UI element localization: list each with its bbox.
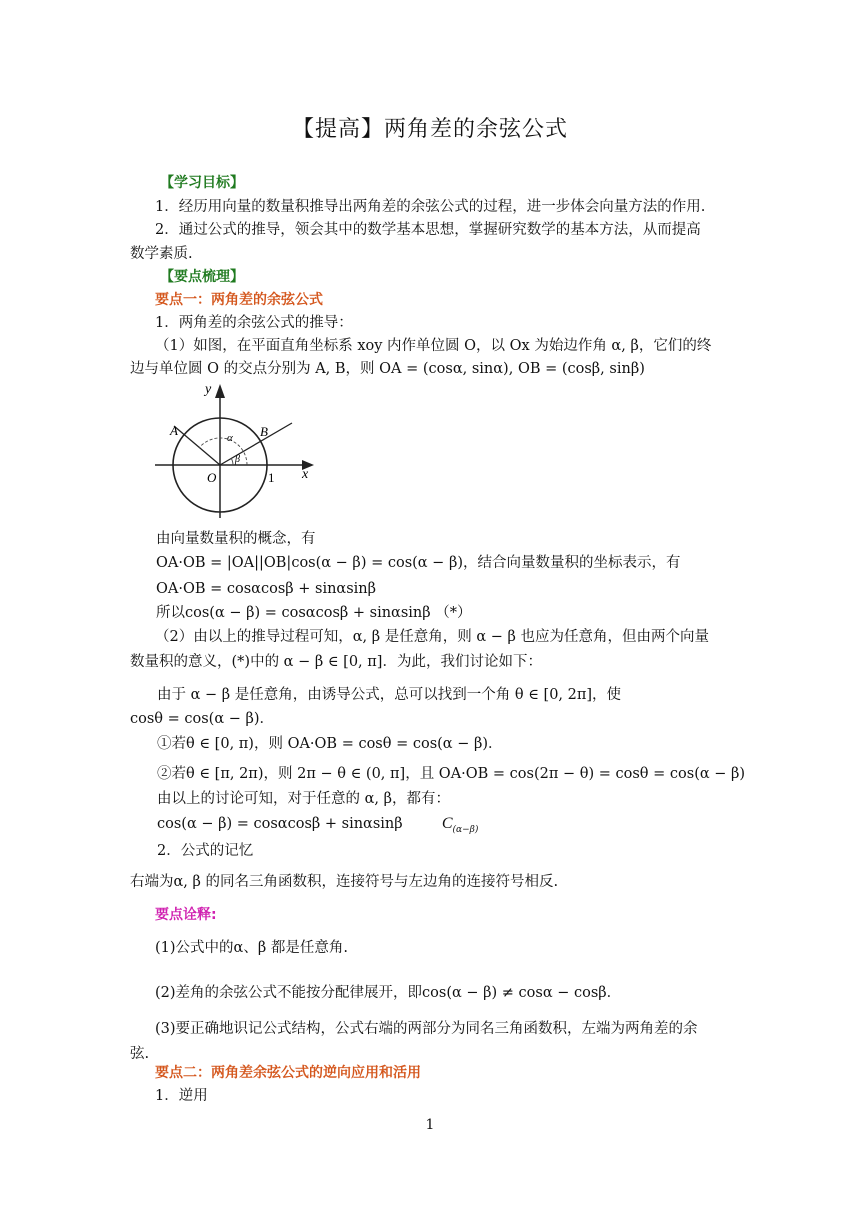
y-axis-arrow-icon — [215, 384, 225, 398]
y-axis-label: y — [205, 382, 212, 397]
derivation-3-line-1: 由于 α − β 是任意角，由诱导公式，总可以找到一个角 θ ∈ [0, 2π]，使 — [157, 687, 622, 703]
equation-2: OA·OB = cosαcosβ + sinαsinβ — [156, 581, 377, 597]
equation-1: OA·OB = |OA||OB|cos(α − β) = cos(α − β)，结合向量数量积的坐标表示，有 — [156, 555, 681, 571]
derivation-title: 1．两角差的余弦公式的推导： — [155, 315, 353, 331]
alpha-label: α — [227, 432, 233, 444]
derivation-1-line-2: 边与单位圆 O 的交点分别为 A, B，则 OA = (cosα, sinα), OB = (cosβ, sinβ) — [130, 361, 645, 377]
page-title: 【提高】两角差的余弦公式 — [291, 117, 568, 142]
x-axis-label: x — [302, 467, 309, 482]
point-2-heading: 要点二：两角差余弦公式的逆向应用和活用 — [155, 1065, 421, 1081]
memory-title: 2．公式的记忆 — [157, 843, 254, 859]
notes-heading: 要点诠释: — [155, 907, 217, 923]
cosine-difference-formula — [157, 813, 478, 841]
goal-1: 1．经历用向量的数量积推导出两角差的余弦公式的过程，进一步体会向量方法的作用. — [155, 199, 706, 215]
point-b-label: B — [260, 424, 268, 439]
terminal-side-beta — [220, 423, 292, 465]
key-points-heading: 【要点梳理】 — [160, 269, 244, 285]
terminal-side-alpha — [174, 426, 220, 465]
case-2: ②若θ ∈ [π, 2π)，则 2π − θ ∈ (0, π]，且 OA·OB = cos(2π − θ) = cosθ = cos(α − β) — [157, 766, 746, 782]
derivation-2-line-1: （2）由以上的推导过程可知，α, β 是任意角，则 α − β 也应为任意角，但由两个向量 — [155, 629, 709, 645]
point-1-heading: 要点一：两角差的余弦公式 — [155, 292, 323, 308]
origin-label: O — [207, 470, 217, 485]
beta-label: β — [235, 454, 240, 465]
unit-circle-figure — [150, 378, 320, 520]
case-1: ①若θ ∈ [0, π)，则 OA·OB = cosθ = cos(α − β)． — [157, 736, 503, 752]
goal-2-line-1: 2．通过公式的推导，领会其中的数学基本思想，掌握研究数学的基本方法，从而提高 — [155, 222, 701, 238]
beta-arc — [231, 458, 233, 465]
equation-3: 所以cos(α − β) = cosαcosβ + sinαsinβ （*） — [156, 605, 472, 621]
derivation-2-line-2: 数量积的意义，(*)中的 α − β ∈ [0, π]．为此，我们讨论如下： — [130, 654, 542, 670]
point-a-label: A — [170, 423, 178, 438]
learning-goals-heading: 【学习目标】 — [160, 175, 244, 191]
formula-label-subscript: (α−β) — [452, 824, 479, 835]
conclusion-text: 由以上的讨论可知，对于任意的 α, β，都有： — [157, 791, 451, 807]
formula-label: C — [441, 815, 453, 832]
reverse-use-title: 1．逆用 — [155, 1088, 208, 1104]
note-1: (1)公式中的α、β 都是任意角. — [155, 940, 348, 956]
derivation-1-line-1: （1）如图，在平面直角坐标系 xoy 内作单位圆 O，以 Ox 为始边作角 α, β，它们的终 — [155, 338, 712, 354]
memory-text: 右端为α, β 的同名三角函数积，连接符号与左边角的连接符号相反. — [130, 874, 559, 890]
goal-2-line-2: 数学素质. — [130, 246, 193, 262]
note-2: (2)差角的余弦公式不能按分配律展开，即cos(α − β) ≠ cosα − cosβ． — [155, 985, 622, 1001]
after-figure-text: 由向量数量积的概念，有 — [156, 531, 316, 547]
unit-label: 1 — [268, 470, 275, 485]
note-3-line-1: (3)要正确地识记公式结构，公式右端的两部分为同名三角函数积，左端为两角差的余 — [155, 1021, 698, 1037]
note-3-line-2: 弦. — [130, 1046, 150, 1062]
derivation-3-line-2: cosθ = cos(α − β)． — [130, 711, 275, 727]
page-number: 1 — [425, 1117, 435, 1133]
formula-expression: cos(α − β) = cosαcosβ + sinαsinβ — [157, 816, 403, 832]
